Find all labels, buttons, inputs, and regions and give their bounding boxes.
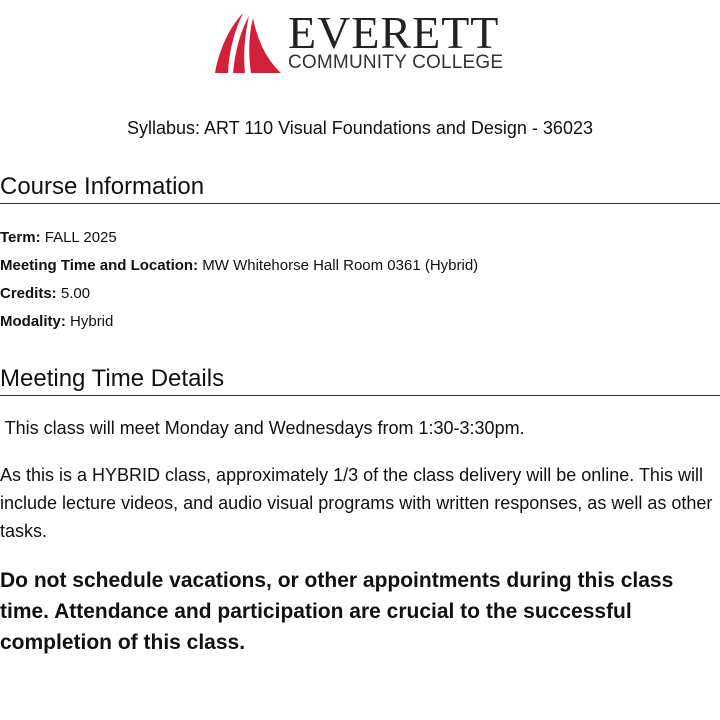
credits-value: 5.00 (60, 285, 91, 302)
meeting-time-details-heading: Meeting Time Details (0, 365, 720, 396)
course-information-heading: Course Information (0, 173, 720, 204)
modality-value: Hybrid (70, 313, 114, 330)
attendance-warning: Do not schedule vacations, or other appointments during this class time. Attendance and participation are crucial to the successful completion of this class. (0, 569, 674, 654)
hybrid-note: As this is a HYBRID class, approximately 1/3 of the class delivery will be online. This will include lecture videos, and audio visual programs with written responses, as well as other tasks. (0, 465, 713, 541)
meeting-location-value: MW Whitehorse Hall Room 0361 (Hybrid) (202, 257, 479, 274)
syllabus-title: Syllabus: ART 110 Visual Foundations and Design - 36023 (127, 118, 593, 138)
logo-subtitle: COMMUNITY COLLEGE (288, 52, 504, 73)
logo-wordmark: EVERETT (288, 7, 500, 58)
term-field (0, 229, 117, 247)
schedule-text: This class will meet Monday and Wednesdays from 1:30-3:30pm. (0, 418, 525, 438)
logo-arc-icon (213, 10, 285, 76)
term-label: Term: (0, 229, 41, 246)
credits-label: Credits: (0, 285, 57, 302)
term-value: FALL 2025 (44, 229, 117, 246)
college-logo (213, 7, 508, 76)
meeting-location-label: Meeting Time and Location: (0, 257, 199, 274)
credits-field (0, 285, 90, 303)
meeting-location-field (0, 257, 478, 275)
modality-field (0, 313, 113, 331)
modality-label: Modality: (0, 313, 66, 330)
